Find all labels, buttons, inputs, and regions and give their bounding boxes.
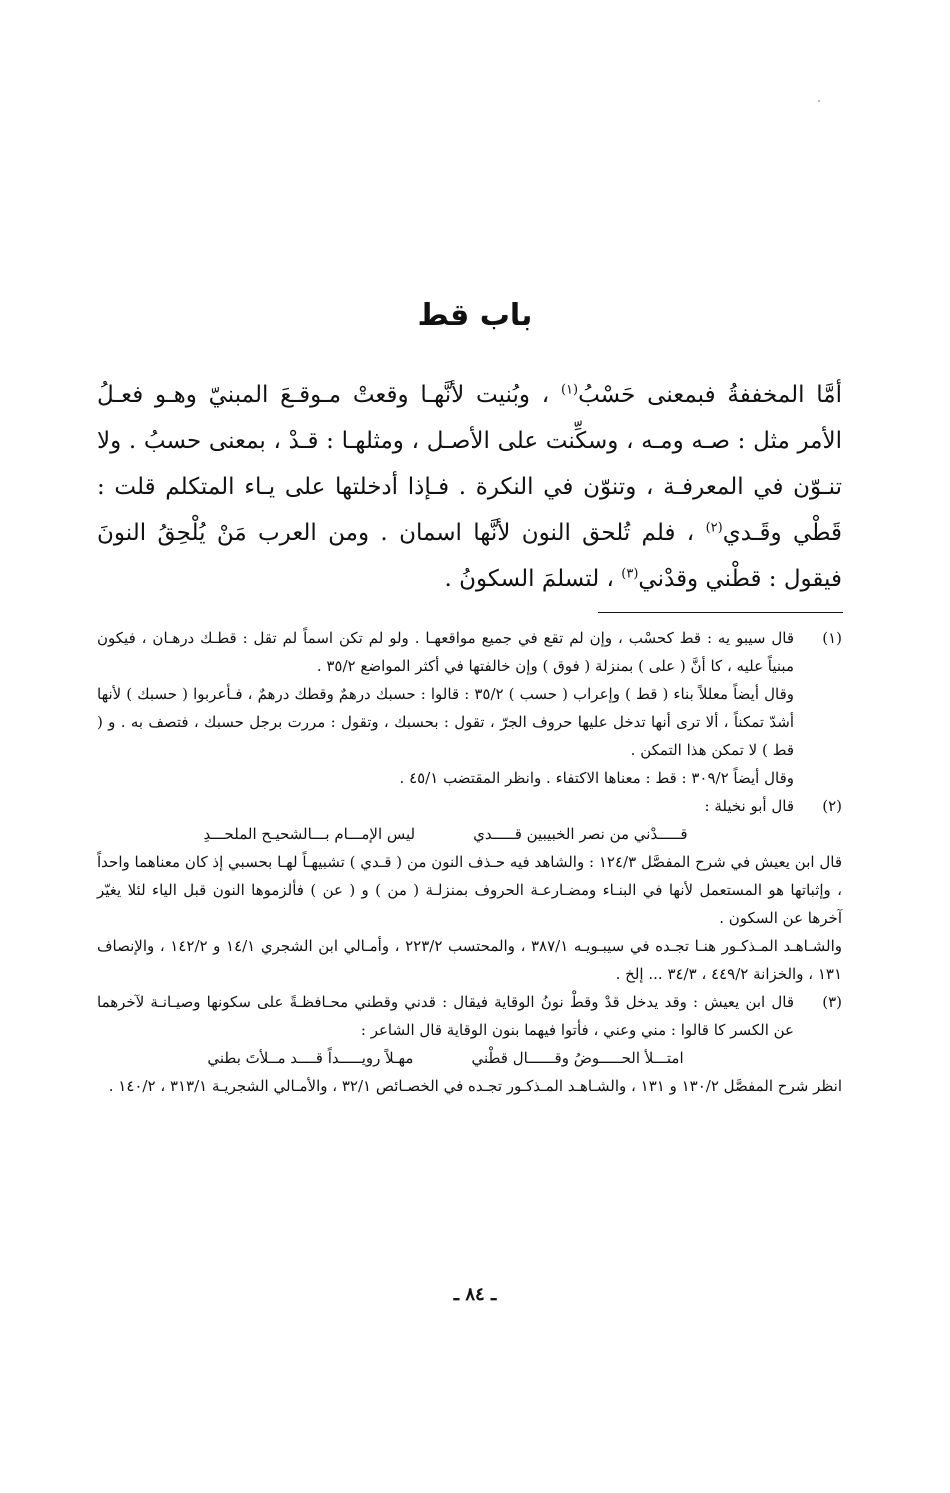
body-text-1: أمَّا المخففةُ فبمعنى حَسْبُ: [578, 382, 842, 408]
footnote-text: [97, 988, 794, 1072]
body-text-2: ، وبُنيت لأنَّهـا وقعتْ مـوقـعَ المبنيّ وهـو فعـلُ الأمر مثل : صـه ومـه ، وسكِّنت على الأصـل ، ومثلهـا : قـدْ ، بمعنى حسبُ . ولا تنـوّن في المعرفـة ، وتنوّن في النكرة . فـإذا أدخلتها على يـاء المتكلم قلت : قَطْي وقَـدي: [97, 382, 843, 546]
footnote-paragraph: قال سيبو يه : قط كحسْب ، وإن لم تقع في جميع مواقعهـا . ولو لم تكن اسماً لم تقل : قطـك درهـان ، فيكون مبنياً عليه ، كا أنَّ ( على ) بمنزلة ( فوق ) وإن خالفتها في أكثر المواضع ٣٥/٢ .: [97, 629, 794, 675]
footnote-intro: قال أبو نخيلة :: [704, 797, 794, 815]
footnote-paragraph: قال ابن يعيش : وقد يدخل قدْ وقطْ نونُ الوقاية فيقال : قدني وقطني محـافظـةً على سكونها وصيـانـة لآخرهما عن الكسر كا قالوا : مني وعني ، فأتوا فيهما بنون الوقاية قال الشاعر :: [97, 993, 794, 1039]
footnotes: [97, 624, 842, 1100]
footnote-ref-1[interactable]: (١): [560, 382, 579, 398]
verse-first-hemistich: امتـــلأ الحـــــوضُ وقــــــال قطْني: [471, 1049, 684, 1067]
footnote-3-continued: [97, 1072, 842, 1100]
footnote-paragraph: وقال أيضاً ٣٠٩/٢ : قط : معناها الاكتفاء . وانظر المقتضب ٤٥/١ .: [399, 769, 794, 787]
footnote-text: [97, 792, 794, 848]
footnote-number: (١): [822, 629, 842, 647]
main-paragraph: [97, 372, 842, 602]
footnote-paragraph: والشـاهـد المـذكـور هنـا تجـده في سيبـويـه ٣٨٧/١ ، والمحتسب ٢٢٣/٢ ، وأمـالي ابن الشجري ١٤/١ و ١٤٢/٢ ، والإنصاف ١٣١ ، والخزانة ٤٤٩/٢ ، ٣٤/٣ ... إلخ .: [97, 937, 842, 983]
chapter-title: باب قط: [417, 298, 533, 333]
verse-second-hemistich: ليس الإمـــام بـــالشحيـح الملحـــدِ: [203, 825, 416, 843]
verse-second-hemistich: مهـلاً رويـــــداً قــــد مــلأتَ بطني: [207, 1049, 414, 1067]
verse-first-hemistich: قـــــدْني من نصر الخبيبين قـــــدي: [473, 825, 688, 843]
footnote-paragraph: انظر شرح المفصَّل ١٣٠/٢ و ١٣١ ، والشـاهـد المـذكـور تجـده في الخصـائص ٣٢/١ ، والأمـالي الشجريـة ٣١٣/١ ، ١٤٠/٢ .: [108, 1077, 842, 1095]
footnote-1: [97, 624, 842, 792]
footnote-2: [97, 792, 842, 848]
footnote-paragraph: قال ابن يعيش في شرح المفصَّل ١٢٤/٣ : والشاهد فيه حـذف النون من ( قـدي ) تشبيهـاً لهـا بحسبي إذ كان معناهما واحداً ، وإثباتها هو المستعمل لأنها في البنـاء ومضـارعـة الحروف بمنزلـة ( من ) و ( عن ) فألزموها النون قبل الياء لئلا يغيّر آخرها عن السكون .: [97, 853, 842, 927]
poem-verse: [97, 1044, 794, 1072]
footnote-text: [97, 624, 794, 792]
scan-speck: [818, 100, 820, 102]
footnote-3: [97, 988, 842, 1072]
footnote-divider: [598, 612, 843, 613]
footnote-number: (٣): [822, 993, 842, 1011]
footnote-ref-3[interactable]: (٣): [621, 566, 639, 582]
footnote-text: [97, 1072, 842, 1100]
footnote-text: [97, 848, 842, 988]
footnote-2-continued: [97, 848, 842, 988]
body-text-4: ، لتسلمَ السكونُ .: [444, 566, 622, 592]
poem-verse: [97, 820, 794, 848]
body-text-3: ، فلم تُلحق النون لأنَّها اسمان . ومن العرب مَنْ يُلْحِقُ النونَ فيقول : قطْني وقدْني: [97, 520, 842, 592]
footnote-number: (٢): [822, 797, 842, 815]
footnote-ref-2[interactable]: (٢): [705, 520, 723, 536]
page-number: ـ ٨٤ ـ: [453, 1284, 497, 1305]
footnote-paragraph: وقال أيضاً معللاً بناء ( قط ) وإعراب ( حسب ) ٣٥/٢ : قالوا : حسبك درهمٌ وقطك درهمٌ ، فـأعربوا ( حسبك ) لأنها أشدّ تمكناً ، ألا ترى أنها تدخل عليها حروف الجرّ ، تقول : بحسبك ، وتقول : مررت برجل حسبك ، فتصف به . و ( قط ) لا تمكن هذا التمكن .: [97, 685, 794, 759]
